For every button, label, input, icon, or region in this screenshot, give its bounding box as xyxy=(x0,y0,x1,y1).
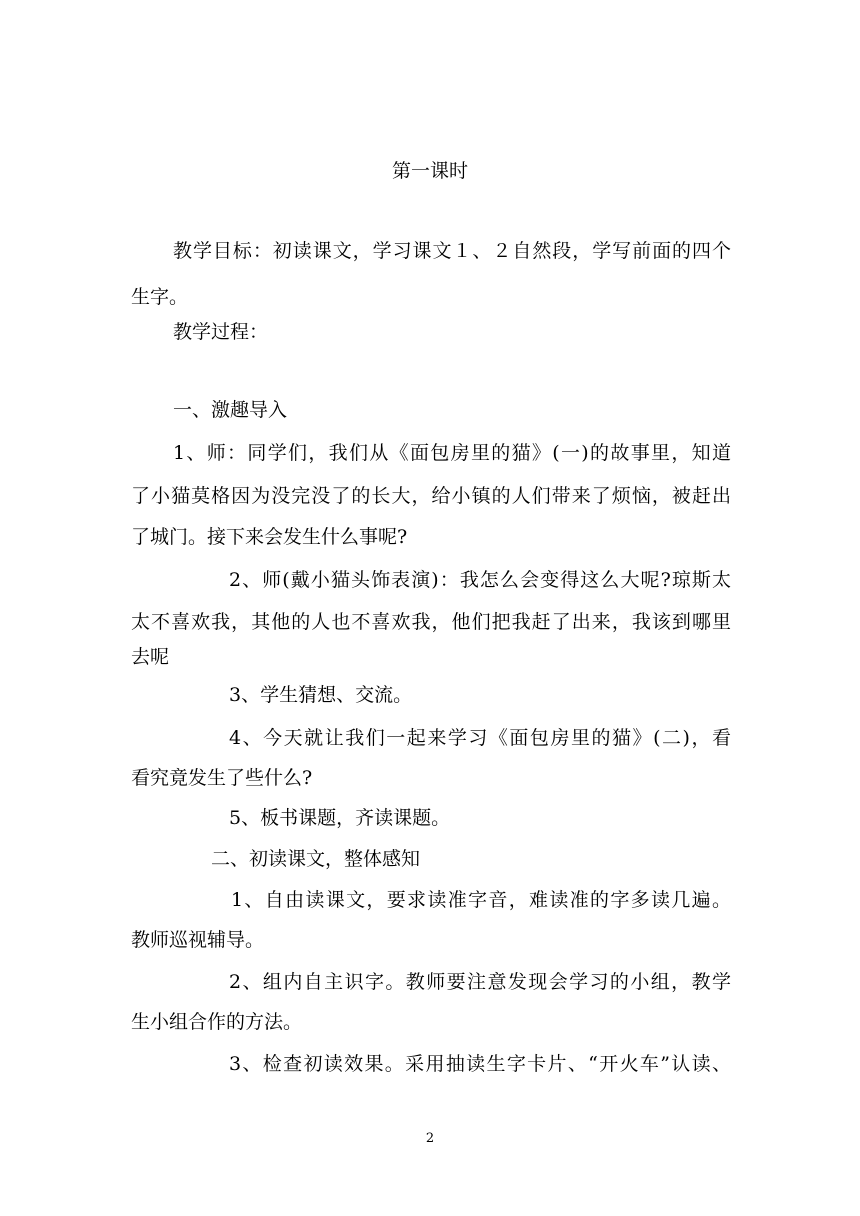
paragraph-line: 1、自由读课文，要求读准字音，难读准的字多读几遍。 xyxy=(231,889,731,911)
section-heading: 二、初读课文，整体感知 xyxy=(211,848,421,870)
paragraph-line: 去呢 xyxy=(131,646,170,668)
paragraph-line: 太不喜欢我，其他的人也不喜欢我，他们把我赶了出来，我该到哪里 xyxy=(131,611,731,633)
paragraph-line: 看究竟发生了些什么? xyxy=(131,767,313,789)
paragraph-line: 了小猫莫格因为没完没了的长大，给小镇的人们带来了烦恼，被赶出 xyxy=(131,485,731,507)
paragraph-line: 生小组合作的方法。 xyxy=(131,1011,303,1033)
paragraph-line: 生字。 xyxy=(131,286,189,308)
paragraph-line: 3、检查初读效果。采用抽读生字卡片、“开火车”认读、 xyxy=(229,1053,731,1075)
paragraph-line: 教师巡视辅导。 xyxy=(131,929,265,951)
paragraph-line: 1、师：同学们，我们从《面包房里的猫》(一)的故事里，知道 xyxy=(173,442,731,464)
paragraph-line: 3、学生猜想、交流。 xyxy=(229,684,413,706)
paragraph-line: 5、板书课题，齐读课题。 xyxy=(229,807,451,829)
paragraph-line: 了城门。接下来会发生什么事呢? xyxy=(131,526,408,548)
paragraph-line: 教学过程： xyxy=(173,321,269,343)
page-number: 2 xyxy=(425,1131,435,1146)
paragraph-line: 2、组内自主识字。教师要注意发现会学习的小组，教学 xyxy=(229,971,731,993)
paragraph-line: 2、师(戴小猫头饰表演)：我怎么会变得这么大呢?琼斯太 xyxy=(229,569,731,591)
paragraph-line: 4、今天就让我们一起来学习《面包房里的猫》(二)，看 xyxy=(229,727,731,749)
paragraph-line: 教学目标：初读课文，学习课文１、２自然段，学写前面的四个 xyxy=(173,240,731,262)
section-heading: 一、激趣导入 xyxy=(173,399,288,421)
section-title: 第一课时 xyxy=(391,160,468,182)
